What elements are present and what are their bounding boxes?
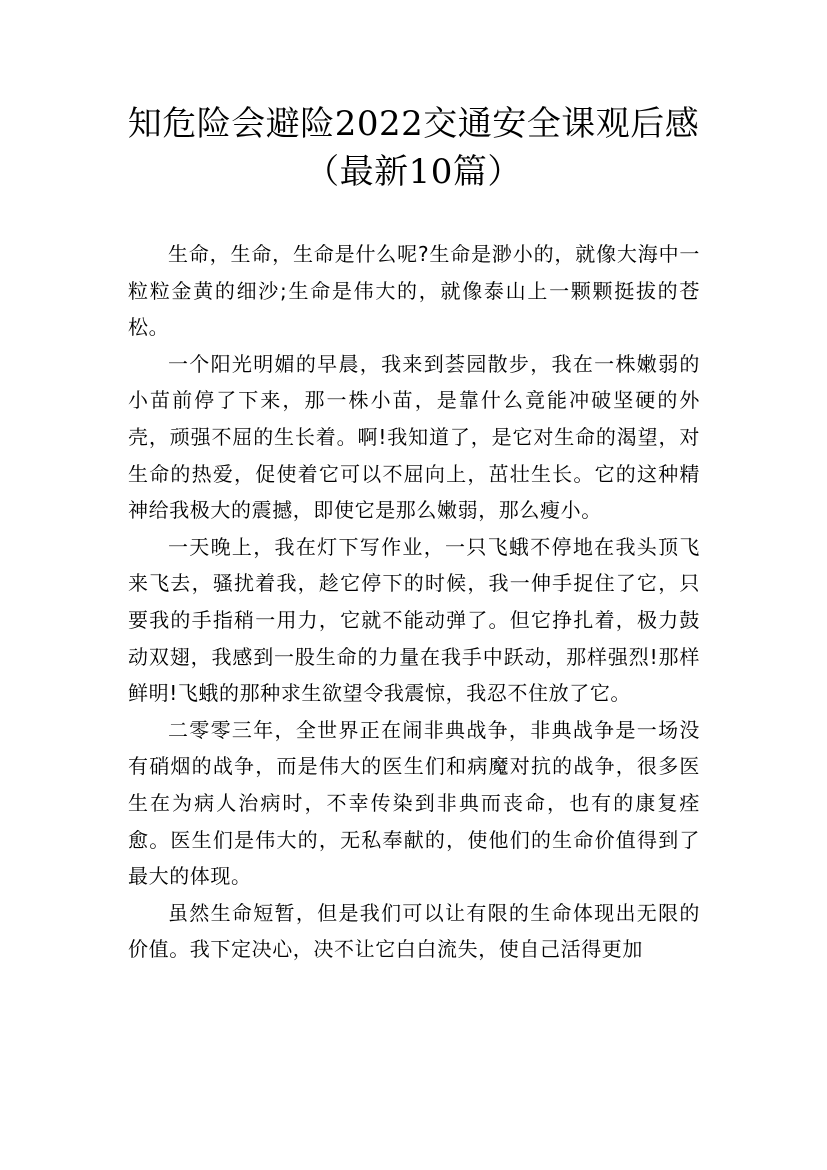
paragraph-3: 一天晚上，我在灯下写作业，一只飞蛾不停地在我头顶飞来飞去，骚扰着我，趁它停下的时候，我一伸手捉住了它，只要我的手指稍一用力，它就不能动弹了。但它挣扎着，极力鼓动双翅，我感到一股生命的力量在我手中跃动，那样强烈!那样鲜明!飞蛾的那种求生欲望令我震惊，我忍不住放了它。 (128, 534, 700, 706)
paragraph-2: 一个阳光明媚的早晨，我来到荟园散步，我在一株嫩弱的小苗前停了下来，那一株小苗，是靠什么竟能冲破坚硬的外壳，顽强不屈的生长着。啊!我知道了，是它对生命的渴望，对生命的热爱，促使着它可以不屈向上，茁壮生长。它的这种精神给我极大的震撼，即使它是那么嫩弱，那么瘦小。 (128, 351, 700, 523)
paragraph-5: 虽然生命短暂，但是我们可以让有限的生命体现出无限的价值。我下定决心，决不让它白白流失，使自己活得更加 (128, 900, 700, 962)
document-title: 知危险会避险2022交通安全课观后感（最新10篇） (127, 104, 700, 192)
document-body (128, 236, 700, 968)
paragraph-1: 生命，生命，生命是什么呢?生命是渺小的，就像大海中一粒粒金黄的细沙;生命是伟大的，就像泰山上一颗颗挺拔的苍松。 (128, 242, 700, 340)
paragraph-4: 二零零三年，全世界正在闹非典战争，非典战争是一场没有硝烟的战争，而是伟大的医生们和病魔对抗的战争，很多医生在为病人治病时，不幸传染到非典而丧命，也有的康复痊愈。医生们是伟大的，无私奉献的，使他们的生命价值得到了最大的体现。 (128, 717, 700, 889)
